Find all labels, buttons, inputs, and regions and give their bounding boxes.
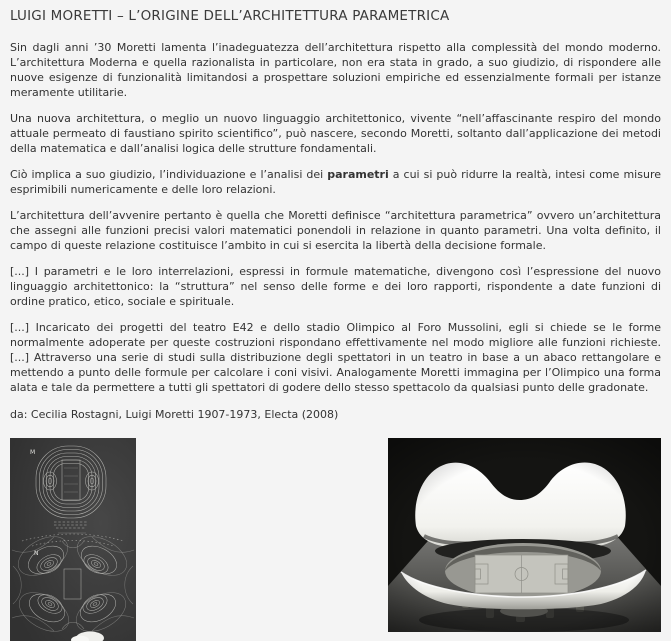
paragraph-parametri-pre: Ciò implica a suo giudizio, l’individuazione e l’analisi dei [10, 168, 327, 181]
paragraph-parametri [10, 167, 661, 197]
paragraph-intro: Sin dagli anni ’30 Moretti lamenta l’inadeguatezza dell’architettura rispetto alla complessità del mondo moderno. L’architettura Moderna e quella razionalista in particolare, non era stata in grado, a suo giudizio, di rispondere alle nuove esigenze di funzionalità limitandosi a prospettare soluzioni empiriche ed essenzialmente formali per istanze meramente utilitarie. [10, 40, 661, 100]
figure-contour-study [10, 438, 136, 641]
parametri-bold-word: parametri [327, 168, 389, 181]
figures-row [10, 438, 661, 641]
paragraph-parametri-post: a cui si può ridurre la realtà, intesi come misure esprimibili numericamente e delle loro relazioni. [10, 168, 661, 196]
diagram-letter-n: N [34, 550, 39, 557]
paragraph-formule: [...] I parametri e le loro interrelazioni, espressi in formule matematiche, divengono così l’espressione del nuovo linguaggio architettonico: la “struttura” nel senso delle forme e dei loro rapporti, rispondente a date funzioni di ordine pratico, etico, sociale e spirituale. [10, 264, 661, 309]
diagram-letter-m: M [30, 449, 35, 456]
paragraph-architettura-parametrica: L’architettura dell’avvenire pertanto è quella che Moretti definisce “architettura parametrica” ovvero un’architettura che assegni alle funzioni precisi valori matematici ponendoli in relazione in quanto parametri. Una volta definito, il campo di queste relazione costituisce l’ambito in cui si esercita la libertà della decisione formale. [10, 208, 661, 253]
paragraph-new-architecture: Una nuova architettura, o meglio un nuovo linguaggio architettonico, vivente “nell’affascinante respiro del mondo attuale permeato di faustiano spirito scientifico”, può nascere, secondo Moretti, soltanto dall’applicazione dei metodi della matematica e dall’analisi logica delle strutture fondamentali. [10, 111, 661, 156]
contour-study-image [10, 438, 136, 641]
page-title: LUIGI MORETTI – L’ORIGINE DELL’ARCHITETTURA PARAMETRICA [10, 8, 661, 24]
citation-line: da: Cecilia Rostagni, Luigi Moretti 1907-1973, Electa (2008) [10, 407, 661, 422]
paragraph-teatro-stadio: [...] Incaricato dei progetti del teatro E42 e dello stadio Olimpico al Foro Mussolini, egli si chiede se le forme normalmente adoperate per queste costruzioni rispondano effettivamente nel modo migliore alle funzioni richieste. [...] Attraverso una serie di studi sulla distribuzione degli spettatori in un teatro in base a un abaco rettangolare e mettendo a punto delle formule per calcolare i coni visivi. Analogamente Moretti immagina per l’Olimpico una forma alata e tale da permettere a tutti gli spettatori di godere dello stesso spettacolo da qualsiasi punto delle gradonate. [10, 320, 661, 395]
photo-vignette [388, 438, 661, 632]
figure-stadium-model [388, 438, 661, 632]
stadium-model-image [388, 438, 661, 632]
